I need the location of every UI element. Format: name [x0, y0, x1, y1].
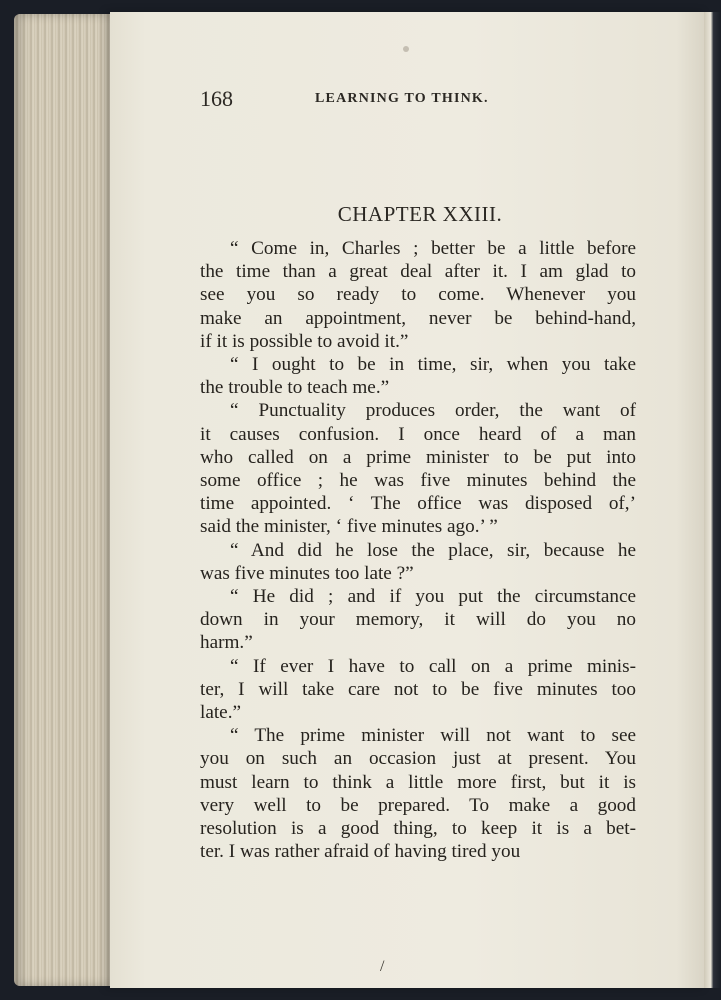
- body-text: [200, 237, 636, 863]
- text-line: must learn to think a little more first, but it is: [200, 771, 636, 793]
- page-number: 168: [200, 86, 233, 111]
- text-line: late.”: [200, 702, 242, 724]
- paragraph: [200, 585, 636, 655]
- text-line: who called on a prime minister to be put into: [200, 446, 636, 468]
- text-line: “ Come in, Charles ; better be a little before: [230, 238, 636, 259]
- text-line: was five minutes too late ?”: [200, 562, 414, 584]
- footer-mark: /: [380, 958, 385, 975]
- page-blemish: [403, 46, 409, 52]
- text-line: “ The prime minister will not want to see: [230, 725, 636, 747]
- text-line: ter. I was rather afraid of having tired you: [200, 841, 521, 863]
- paragraph: [200, 353, 636, 399]
- page-header: [200, 86, 640, 114]
- text-line: harm.”: [200, 632, 253, 654]
- text-line: “ He did ; and if you put the circumstance: [230, 586, 636, 608]
- text-line: it causes confusion. I once heard of a man: [200, 423, 636, 445]
- paragraph: [200, 655, 636, 725]
- paragraph: [200, 237, 636, 353]
- text-line: the trouble to teach me.”: [200, 377, 390, 399]
- text-line: see you so ready to come. Whenever you: [200, 284, 636, 306]
- book-right-edge: [704, 12, 721, 988]
- text-line: very well to be prepared. To make a good: [200, 794, 636, 816]
- text-line: said the minister, ‘ five minutes ago.’ ”: [200, 516, 498, 538]
- text-line: “ Punctuality produces order, the want of: [230, 400, 636, 422]
- text-line: down in your memory, it will do you no: [200, 609, 636, 631]
- paragraph: [200, 724, 636, 863]
- text-line: “ I ought to be in time, sir, when you take: [230, 354, 636, 376]
- text-line: “ If ever I have to call on a prime minis-: [230, 655, 636, 677]
- text-line: the time than a great deal after it. I am glad to: [200, 261, 636, 283]
- paragraph: [200, 539, 636, 585]
- text-line: make an appointment, never be behind-hand,: [200, 307, 636, 329]
- running-title: LEARNING TO THINK.: [315, 91, 489, 106]
- text-line: time appointed. ‘ The office was disposed of,’: [200, 493, 636, 515]
- text-line: if it is possible to avoid it.”: [200, 330, 409, 352]
- text-line: ter, I will take care not to be five minutes too: [200, 678, 636, 700]
- paragraph: [200, 399, 636, 538]
- chapter-title: CHAPTER XXIII.: [337, 202, 503, 226]
- text-line: resolution is a good thing, to keep it is a bet-: [200, 818, 636, 840]
- text-line: “ And did he lose the place, sir, because he: [230, 539, 636, 561]
- text-line: some office ; he was five minutes behind the: [200, 470, 636, 492]
- text-line: you on such an occasion just at present. You: [200, 748, 636, 770]
